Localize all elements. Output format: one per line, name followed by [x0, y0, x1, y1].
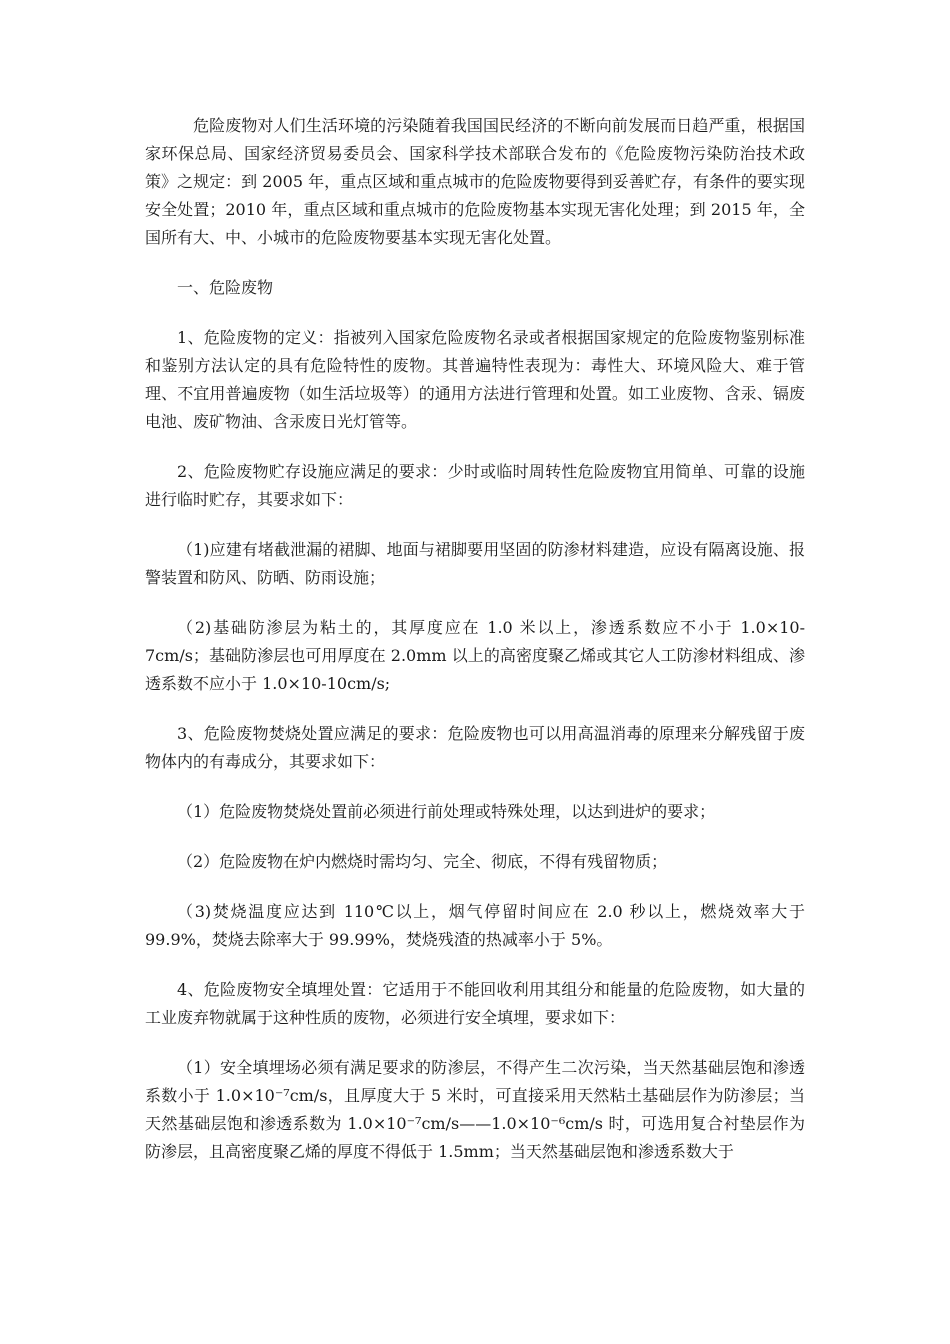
definition-paragraph: 1、危险废物的定义：指被列入国家危险废物名录或者根据国家规定的危险废物鉴别标准和鉴别方法认定的具有危险特性的废物。其普遍特性表现为：毒性大、环境风险大、难于管理、不宜用普遍废物（如生活垃圾等）的通用方法进行管理和处置。如工业废物、含汞、镉废电池、废矿物油、含汞废日光灯管等。 — [145, 328, 805, 431]
incineration-requirements-paragraph: 3、危险废物焚烧处置应满足的要求：危险废物也可以用高温消毒的原理来分解残留于废物体内的有毒成分，其要求如下： — [145, 724, 805, 771]
storage-item-1: （1)应建有堵截泄漏的裙脚、地面与裙脚要用坚固的防渗材料建造，应设有隔离设施、报警装置和防风、防晒、防雨设施； — [145, 540, 805, 587]
storage-requirements-paragraph: 2、危险废物贮存设施应满足的要求：少时或临时周转性危险废物宜用简单、可靠的设施进行临时贮存，其要求如下： — [145, 462, 805, 509]
incineration-item-2: （2）危险废物在炉内燃烧时需均匀、完全、彻底，不得有残留物质； — [177, 852, 668, 871]
storage-item-2: （2)基础防渗层为粘土的，其厚度应在 1.0 米以上，渗透系数应不小于 1.0×10-7cm/s；基础防渗层也可用厚度在 2.0mm 以上的高密度聚乙烯或其它人工防渗材料组成、渗透系数不应小于 1.0×10-10cm/s; — [145, 618, 805, 693]
section-heading: 一、危险废物 — [177, 278, 274, 297]
incineration-item-3: （3)焚烧温度应达到 110℃以上，烟气停留时间应在 2.0 秒以上，燃烧效率大于 99.9%，焚烧去除率大于 99.99%，焚烧残渣的热减率小于 5%。 — [145, 902, 805, 949]
landfill-item-1: （1）安全填埋场必须有满足要求的防渗层，不得产生二次污染，当天然基础层饱和渗透系数小于 1.0×10⁻⁷cm/s，且厚度大于 5 米时，可直接采用天然粘土基础层作为防渗层；当天然基础层饱和渗透系数为 1.0×10⁻⁷cm/s——1.0×10⁻⁶cm/s 时，可选用复合衬垫层作为防渗层，且高密度聚乙烯的厚度不得低于 1.5mm；当天然基础层饱和渗透系数大于 — [145, 1058, 805, 1161]
intro-paragraph: 危险废物对人们生活环境的污染随着我国国民经济的不断向前发展而日趋严重，根据国家环保总局、国家经济贸易委员会、国家科学技术部联合发布的《危险废物污染防治技术政策》之规定：到 2005 年，重点区域和重点城市的危险废物要得到妥善贮存，有条件的要实现安全处置；2010 年，重点区域和重点城市的危险废物基本实现无害化处理；到 2015 年，全国所有大、中、小城市的危险废物要基本实现无害化处置。 — [145, 116, 805, 247]
incineration-item-1: （1）危险废物焚烧处置前必须进行前处理或特殊处理，以达到进炉的要求； — [177, 802, 716, 821]
landfill-paragraph: 4、危险废物安全填埋处置：它适用于不能回收利用其组分和能量的危险废物，如大量的工业废弃物就属于这种性质的废物，必须进行安全填埋，要求如下： — [145, 980, 805, 1027]
